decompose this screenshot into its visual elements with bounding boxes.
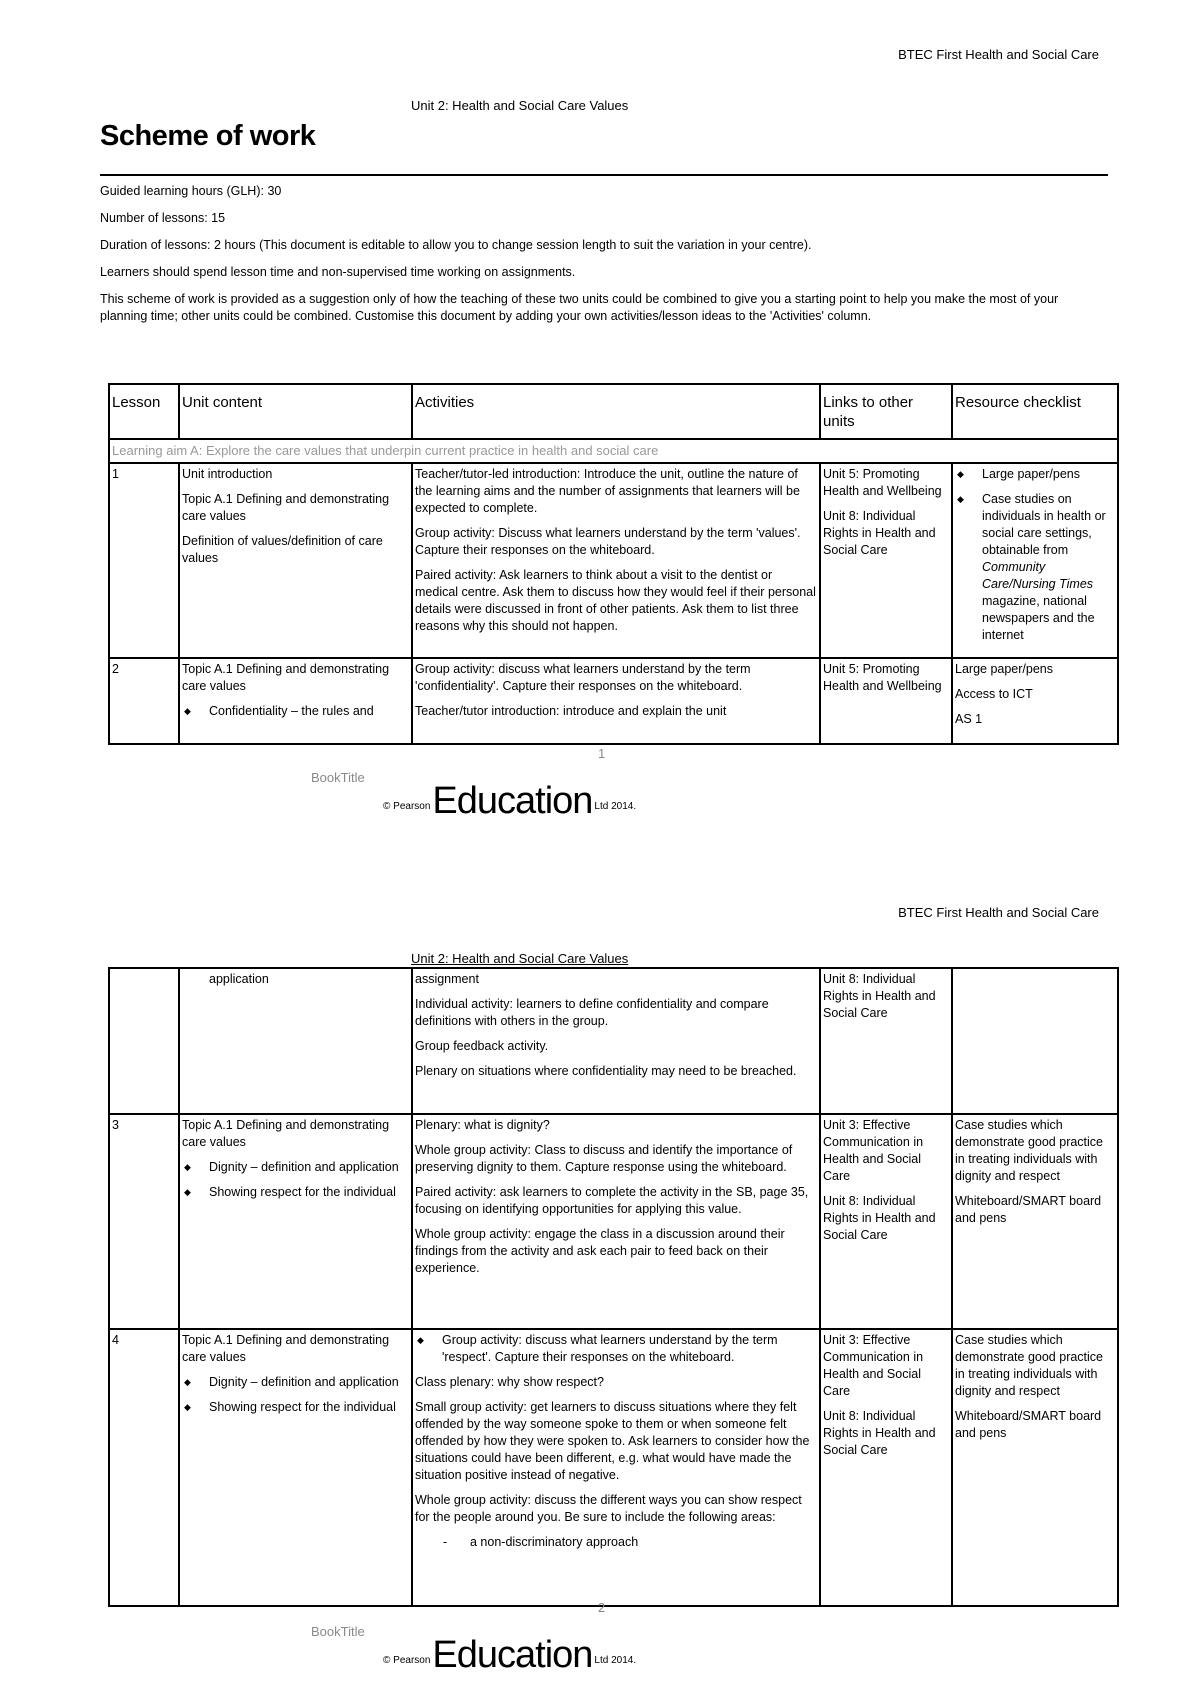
activities-cell: assignment Individual activity: learners to define confidentiality and compare definitions with others in the group. Group feedback activity. Plenary on situations where confidentiality may need to be breached. [412, 968, 820, 1114]
unit-header: Unit 2: Health and Social Care Values [411, 98, 629, 113]
lesson-number: 2 [109, 658, 179, 744]
list-item: ◆ Dignity – definition and application [182, 1374, 408, 1391]
unit-content-cell: application [179, 968, 412, 1114]
scheme-table [108, 383, 1119, 745]
activities-cell: ◆ Group activity: discuss what learners understand by the term 'respect'. Capture their responses on the whiteboard. Class plenary: why show respect? Small group activity: get learners to discuss situations where they felt offended by the way someone spoke to them or when someone felt offended by how they were spoken to. Ask learners to consider how the situations could have been different, e.g. what would have made the situation positive instead of negative. Whole group activity: discuss the different ways you can show respect for the people around you. Be sure to include the following areas: - a non-discriminatory approach [412, 1329, 820, 1606]
table-row [109, 968, 1118, 1114]
links-cell: Unit 8: Individual Rights in Health and Social Care [820, 968, 952, 1114]
list-item: ◆ Large paper/pens [955, 466, 1114, 483]
table-row [109, 463, 1118, 658]
intro-section [100, 183, 1100, 335]
lesson-number: 4 [109, 1329, 179, 1606]
header-unit-content: Unit content [179, 384, 412, 439]
learning-aim-a: Learning aim A: Explore the care values that underpin current practice in health and social care [109, 439, 1118, 463]
table-row [109, 1329, 1118, 1606]
learning-aim-row [109, 439, 1118, 463]
book-title: BookTitle [311, 770, 365, 785]
running-header: BTEC First Health and Social Care [898, 47, 1099, 62]
list-item: ◆ Dignity – definition and application [182, 1159, 408, 1176]
page-2 [0, 849, 1200, 1698]
page-number: 2 [598, 1600, 606, 1615]
unit-content-cell: Topic A.1 Defining and demonstrating care values ◆ Dignity – definition and application ◆ Showing respect for the individual [179, 1114, 412, 1329]
links-cell: Unit 5: Promoting Health and Wellbeing [820, 658, 952, 744]
lessons-text: Number of lessons: 15 [100, 211, 226, 225]
unit-content-cell: Unit introduction Topic A.1 Defining and demonstrating care values Definition of values/definition of care values [179, 463, 412, 658]
list-item: ◆ Case studies on individuals in health or social care settings, obtainable from Community Care/Nursing Times magazine, national newspapers and the internet [955, 491, 1114, 644]
copyright-footer: © PearsonEducation Ltd 2014. [383, 1634, 637, 1676]
unit-content-cell: Topic A.1 Defining and demonstrating care values ◆ Confidentiality – the rules and [179, 658, 412, 744]
list-item: ◆ Confidentiality – the rules and [182, 703, 408, 720]
resources-cell: Case studies which demonstrate good practice in treating individuals with dignity and respect Whiteboard/SMART board and pens [952, 1329, 1118, 1606]
list-item: ◆ Group activity: discuss what learners understand by the term 'respect'. Capture their responses on the whiteboard. [415, 1332, 816, 1366]
links-cell: Unit 3: Effective Communication in Health and Social Care Unit 8: Individual Rights in Health and Social Care [820, 1114, 952, 1329]
lesson-number: 1 [109, 463, 179, 658]
glh-text: Guided learning hours (GLH): 30 [100, 184, 282, 198]
note-text: This scheme of work is provided as a suggestion only of how the teaching of these two units could be combined to give you a starting point to help you make the most of your planning time; other units could be combined. Customise this document by adding your own activities/lesson ideas to the 'Activities' column. [100, 292, 1059, 323]
scheme-table-continued [108, 967, 1119, 1607]
resources-cell: Large paper/pens Access to ICT AS 1 [952, 658, 1118, 744]
duration-text: Duration of lessons: 2 hours (This document is editable to allow you to change session length to suit the variation in your centre). [100, 238, 812, 252]
list-item: ◆ Showing respect for the individual [182, 1184, 408, 1201]
page-number: 1 [598, 746, 606, 761]
list-item: - a non-discriminatory approach [415, 1534, 816, 1551]
unit-content-cell: Topic A.1 Defining and demonstrating care values ◆ Dignity – definition and application ◆ Showing respect for the individual [179, 1329, 412, 1606]
header-activities: Activities [412, 384, 820, 439]
resources-cell [952, 968, 1118, 1114]
title-rule [100, 174, 1108, 176]
unit-header: Unit 2: Health and Social Care Values [411, 951, 629, 966]
header-lesson: Lesson [109, 384, 179, 439]
lesson-number: 3 [109, 1114, 179, 1329]
table-header-row [109, 384, 1118, 439]
activities-cell: Group activity: discuss what learners understand by the term 'confidentiality'. Capture their responses on the whiteboard. Teacher/tutor introduction: introduce and explain the unit [412, 658, 820, 744]
table-row [109, 1114, 1118, 1329]
header-links: Links to other units [820, 384, 952, 439]
links-cell: Unit 5: Promoting Health and Wellbeing Unit 8: Individual Rights in Health and Social Care [820, 463, 952, 658]
resources-cell [952, 463, 1118, 658]
table-row [109, 658, 1118, 744]
copyright-footer: © PearsonEducation Ltd 2014. [383, 780, 637, 822]
activities-cell: Teacher/tutor-led introduction: Introduce the unit, outline the nature of the learning aims and the number of assignments that learners will be expected to complete. Group activity: Discuss what learners understand by the term 'values'. Capture their responses on the whiteboard. Paired activity: Ask learners to think about a visit to the dentist or medical centre. Ask them to discuss how they would feel if their personal details were discussed in front of other patients. Ask them to list three reasons why this should not happen. [412, 463, 820, 658]
list-item: ◆ Showing respect for the individual [182, 1399, 408, 1416]
lesson-number [109, 968, 179, 1114]
running-header: BTEC First Health and Social Care [898, 905, 1099, 920]
resources-cell: Case studies which demonstrate good practice in treating individuals with dignity and respect Whiteboard/SMART board and pens [952, 1114, 1118, 1329]
activities-cell: Plenary: what is dignity? Whole group activity: Class to discuss and identify the importance of preserving dignity to them. Capture response using the whiteboard. Paired activity: ask learners to complete the activity in the SB, page 35, focusing on identifying opportunities for applying this value. Whole group activity: engage the class in a discussion around their findings from the activity and ask each pair to feed back on their experience. [412, 1114, 820, 1329]
page-title: Scheme of work [100, 120, 316, 152]
links-cell: Unit 3: Effective Communication in Health and Social Care Unit 8: Individual Rights in Health and Social Care [820, 1329, 952, 1606]
header-resources: Resource checklist [952, 384, 1118, 439]
learners-text: Learners should spend lesson time and non-supervised time working on assignments. [100, 265, 576, 279]
book-title: BookTitle [311, 1624, 365, 1639]
